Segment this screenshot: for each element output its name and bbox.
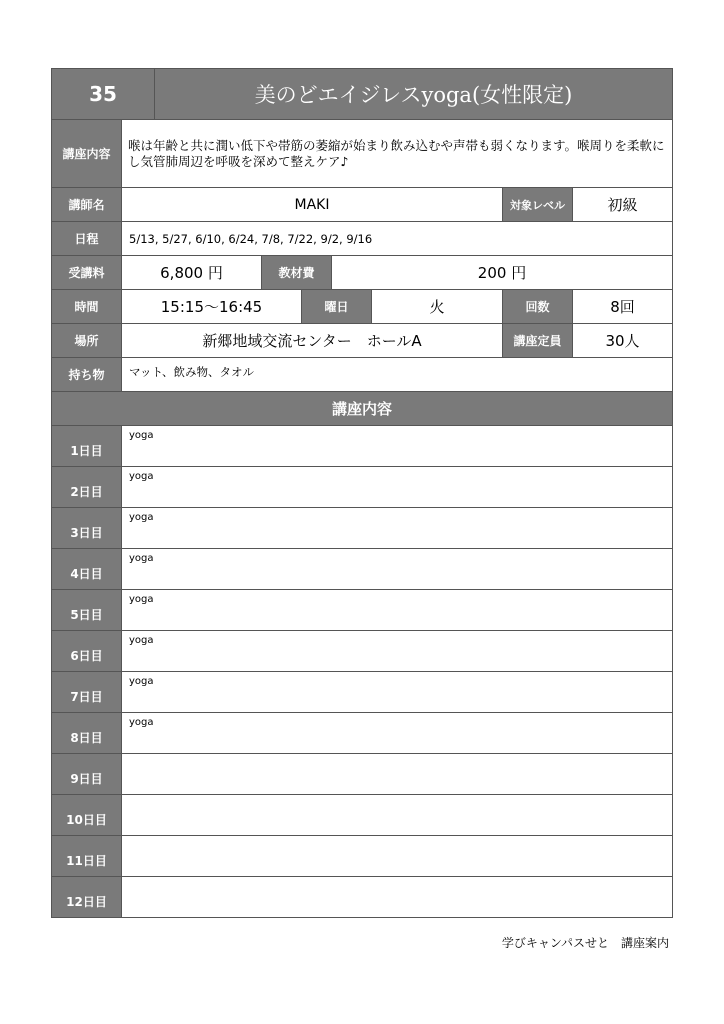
day-row [51,549,673,590]
day-content: yoga [122,713,672,753]
items-label: 持ち物 [52,358,122,391]
day-content [122,877,672,917]
place-value: 新郷地域交流センター ホールA [122,324,503,357]
course-title: 美のどエイジレスyoga(女性限定) [155,69,672,119]
time-row [51,290,673,324]
day-label: 2日目 [52,467,122,507]
day-row [51,426,673,467]
time-value: 15:15〜16:45 [122,290,302,323]
weekday-label: 曜日 [302,290,372,323]
day-content [122,836,672,876]
fee-value: 6,800 円 [122,256,262,289]
day-row [51,795,673,836]
day-row [51,713,673,754]
schedule-label: 日程 [52,222,122,255]
day-content: yoga [122,631,672,671]
footer-text: 学びキャンパスせと 講座案内 [501,936,669,950]
day-content: yoga [122,590,672,630]
material-label: 教材費 [262,256,332,289]
day-label: 11日目 [52,836,122,876]
day-content: yoga [122,549,672,589]
day-label: 4日目 [52,549,122,589]
day-label: 7日目 [52,672,122,712]
description-text: 喉は年齢と共に潤い低下や帯筋の萎縮が始まり飲み込むや声帯も弱くなります。喉周りを柔軟にし気管肺周辺を呼吸を深めて整えケア♪ [122,120,672,187]
material-value: 200 円 [332,256,672,289]
fee-row [51,256,673,290]
day-label: 8日目 [52,713,122,753]
day-label: 6日目 [52,631,122,671]
day-row [51,836,673,877]
level-label: 対象レベル [503,188,573,221]
day-content: yoga [122,426,672,466]
day-label: 12日目 [52,877,122,917]
content-header: 講座内容 [51,392,673,426]
capacity-value: 30人 [573,324,672,357]
instructor-row [51,188,673,222]
fee-label: 受講料 [52,256,122,289]
day-row [51,590,673,631]
day-row [51,672,673,713]
day-row [51,631,673,672]
count-value: 8回 [573,290,672,323]
instructor-label: 講師名 [52,188,122,221]
course-number: 35 [52,69,155,119]
level-value: 初級 [573,188,672,221]
instructor-value: MAKI [122,188,503,221]
day-row [51,754,673,795]
day-content: yoga [122,508,672,548]
capacity-label: 講座定員 [503,324,573,357]
day-label: 1日目 [52,426,122,466]
day-label: 5日目 [52,590,122,630]
day-row [51,877,673,918]
day-content: yoga [122,467,672,507]
day-row [51,467,673,508]
day-list [51,426,673,918]
weekday-value: 火 [372,290,503,323]
day-content: yoga [122,672,672,712]
time-label: 時間 [52,290,122,323]
day-label: 3日目 [52,508,122,548]
day-content [122,795,672,835]
place-label: 場所 [52,324,122,357]
day-label: 9日目 [52,754,122,794]
day-row [51,508,673,549]
description-label: 講座内容 [52,120,122,187]
items-row [51,358,673,392]
title-row [51,68,673,120]
place-row [51,324,673,358]
course-sheet [51,68,673,918]
description-row [51,120,673,188]
count-label: 回数 [503,290,573,323]
day-content [122,754,672,794]
items-value: マット、飲み物、タオル [122,358,672,391]
day-label: 10日目 [52,795,122,835]
schedule-value: 5/13, 5/27, 6/10, 6/24, 7/8, 7/22, 9/2, 9/16 [122,222,672,255]
schedule-row [51,222,673,256]
